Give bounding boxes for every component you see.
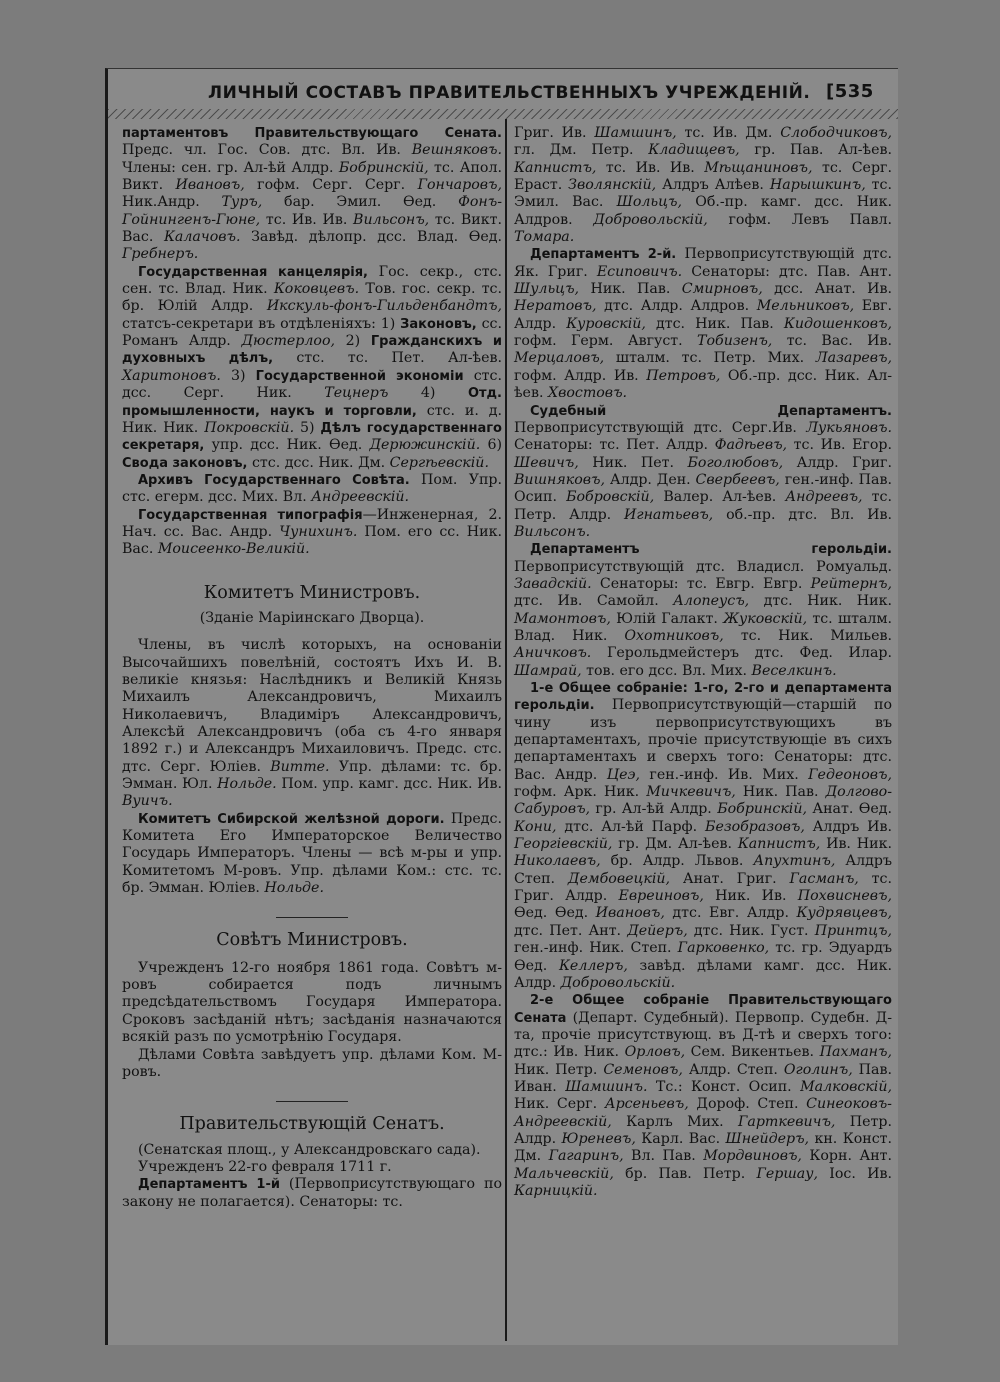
paragraph-siberian-railway: Комитетъ Сибирской желѣзной дороги. Предс. Комитета Его Императорское Величество Государь Императоръ. Члены — всѣ м-ры и упр. Комитетомъ М-ровъ. Упр. дѣлами Ком.: стс. тс. бр. Эмман. Юліев. Нольде. <box>122 810 502 897</box>
paragraph-department-1-cont: Григ. Ив. Шамшинъ, тс. Ив. Дм. Слободчиковъ, гл. Дм. Петр. Кладищевъ, гр. Пав. Ал-ѣев. Капнистъ, тс. Ив. Ив. Мѣщаниновъ, тс. Серг. Ераст. Зволянскій, Алдръ Алѣев. Нарышкинъ, тс. Эмил. Вас. Шольцъ, Об.-пр. камг. дсс. Ник. Алдров. Добровольскій, гофм. Левъ Павл. Томара. <box>514 125 893 246</box>
paragraph-council-affairs: Дѣлами Совѣта завѣдуетъ упр. дѣлами Ком. М-ровъ. <box>122 1046 502 1080</box>
page-number: [535 <box>826 81 874 102</box>
column-divider <box>505 119 507 1341</box>
paragraph-judicial-department: Судебный Департаментъ. Первоприсутствующій дтс. Серг.Ив. Лукьяновъ. Сенаторы: тс. Пет. Алдр. Фадѣевъ, тс. Ив. Егор. Шевичъ, Ник. Пет. Боголюбовъ, Алдр. Григ. Вишняковъ, Алдр. Ден. Свербеевъ, ген.-инф. Пав. Осип. Бобровскій, Валер. Ал-ѣев. Андреевъ, тс. Петр. Алдр. Игнатьевъ, об.-пр. дтс. Вл. Ив. Вильсонъ. <box>514 403 892 540</box>
paragraph-general-assembly-2: 2-е Общее собраніе Правительствующаго Сената (Департ. Судебный). Первопр. Судебн. Д-та, прочіе присутствующ. въ Д-тѣ и сверхъ того: дтс.: Ив. Ник. Орловъ, Сем. Викентьев. Пахманъ, Ник. Петр. Семеновъ, Алдр. Степ. Оголинъ, Пав. Иван. Шамшинъ. Тс.: Конст. Осип. Малковскій, Ник. Серг. Арсеньевъ, Дороф. Степ. Синеоковъ-Андреевскій, Карлъ Мих. Гарткевичъ, Петр. Алдр. Юреневъ, Карл. Вас. Шнейдеръ, кн. Конст. Дм. Гагаринъ, Вл. Пав. Мордвиновъ, Корн. Ант. Мальчевскій, бр. Пав. Петр. Гершау, Іос. Ив. Карницкій. <box>514 993 893 1199</box>
paragraph-senate-address: (Сенатская площ., у Александровскаго сада). <box>138 1141 481 1158</box>
header-ornament-rule <box>108 109 898 119</box>
section-title-council: Совѣтъ Министровъ. <box>216 930 408 951</box>
paragraph-committee-members: Члены, въ числѣ которыхъ, на основаніи Высочайшихъ повелѣній, состоятъ Ихъ И. В. великіе князья: Наслѣдникъ и Великій Князь Михаилъ Александровичъ, Михаилъ Николаевичъ, Владиміръ Александровичъ, Алексѣй Александровичъ (оба съ 4-го января 1892 г.) и Александръ Михаиловичъ. Предс. стс. дтс. Серг. Юліев. Витте. Упр. дѣлами: тс. бр. Эмман. Юл. Нольде. Пом. упр. камг. дсс. Ник. Ив. Вуичъ. <box>122 637 503 810</box>
section-title-senate: Правительствующій Сенатъ. <box>179 1114 445 1135</box>
running-header <box>108 79 898 109</box>
header-title: ЛИЧНЫЙ СОСТАВЪ ПРАВИТЕЛЬСТВЕННЫХЪ УЧРЕЖДЕНІЙ. <box>208 83 811 103</box>
section-subtitle-committee: (Зданіе Маріинскаго Дворца). <box>199 609 425 626</box>
right-column <box>514 125 892 1200</box>
paragraph-department-2: Департаментъ 2-й. Первоприсутствующій дтс. Як. Григ. Есиповичъ. Сенаторы: дтс. Пав. Ант. Шульцъ, Ник. Пав. Смирновъ, дсс. Анат. Ив. Нератовъ, дтс. Алдр. Алдров. Мельниковъ, Евг. Алдр. Куровскій, дтс. Ник. Пав. Кидошенковъ, гофм. Герм. Август. Тобизенъ, тс. Вас. Ив. Мерцаловъ, шталм. тс. Петр. Мих. Лазаревъ, гофм. Алдр. Ив. Петровъ, Об.-пр. дсс. Ник. Ал-ѣев. Хвостовъ. <box>514 246 893 402</box>
paragraph-senate-founded: Учрежденъ 22-го февраля 1711 г. <box>138 1158 392 1175</box>
paragraph-state-chancellery: Государственная канцелярія, Гос. секр., стс. сен. тс. Влад. Ник. Коковцевъ. Тов. гос. секр. тс. бр. Юлій Алдр. Икскуль-фонъ-Гильденбандтъ, статсъ-секретари въ отдѣленіяхъ: 1) Законовъ, сс. Романъ Алдр. Дюстерлоо, 2) Гражданскихъ и духовныхъ дѣлъ, стс. тс. Пет. Ал-ѣев. Харитоновъ. 3) Государственной экономіи стс. дсс. Серг. Ник. Тецнеръ 4) Отд. промышленности, наукъ и торговли, стс. и. д. Ник. Ник. Покровскій. 5) Дѣлъ государственнаго секретаря, упр. дсс. Ник. Ѳед. Дерюжинскій. 6) Свода законовъ, стс. дсс. Ник. Дм. Сергѣевскій. <box>122 263 503 471</box>
paragraph-printing-house: Государственная типографія—Инженерная, 2. Нач. сс. Вас. Андр. Чунихинъ. Пом. его сс. Ник. Вас. Моисеенко-Великій. <box>122 506 502 558</box>
left-column <box>122 125 502 1211</box>
page <box>105 68 898 1345</box>
section-title-committee: Комитетъ Министровъ. <box>203 582 421 603</box>
paragraph-archive: Архивъ Государственнаго Совѣта. Пом. Упр. стс. егерм. дсс. Мих. Вл. Андреевскій. <box>122 471 503 506</box>
paragraph-council-founded: Учрежденъ 12-го ноября 1861 года. Совѣтъ м-ровъ собирается подъ личнымъ предсѣдательствомъ Государя Императора. Сроковъ засѣданій нѣтъ; засѣданія назначаются всякій разъ по усмотрѣнію Государя. <box>122 959 502 1046</box>
paragraph-heraldry-department: Департаментъ герольдіи. Первоприсутствующій дтс. Владисл. Ромуальд. Завадскій. Сенаторы: тс. Евгр. Евгр. Рейтернъ, дтс. Ив. Самойл. Алопеусъ, дтс. Ник. Ник. Мамонтовъ, Юлій Галакт. Жуковскій, тс. шталм. Влад. Ник. Охотниковъ, тс. Ник. Мильев. Аничковъ. Герольдмейстеръ дтс. Фед. Илар. Шамрай, тов. его дсс. Вл. Мих. Веселкинъ. <box>514 542 893 679</box>
paragraph-general-assembly-1: 1-е Общее собраніе: 1-го, 2-го и департамента герольдіи. Первоприсутствующій—старшій по чину изъ первоприсутствующихъ въ департаментахъ, прочіе присутствующіе въ сихъ департаментахъ и сверхъ того: Сенаторы: дтс. Вас. Андр. Цеэ, ген.-инф. Ив. Мих. Гедеоновъ, гофм. Арк. Ник. Мичкевичъ, Ник. Пав. Долгово-Сабуровъ, гр. Ал-ѣй Алдр. Бобринскій, Анат. Ѳед. Кони, дтс. Ал-ѣй Парф. Безобразовъ, Алдръ Ив. Георгіевскій, гр. Дм. Ал-ѣев. Капнистъ, Ив. Ник. Николаевъ, бр. Алдр. Львов. Апухтинъ, Алдръ Степ. Дембовецкій, Анат. Григ. Гасманъ, тс. Григ. Алдр. Евреиновъ, Ник. Ив. Похвисневъ, Ѳед. Ѳед. Ивановъ, дтс. Евг. Алдр. Кудрявцевъ, дтс. Пет. Ант. Дейеръ, дтс. Ник. Густ. Принтцъ, ген.-инф. Ник. Степ. Гарковенко, тс. гр. Эдуардъ Ѳед. Келлеръ, завѣд. дѣлами камг. дсс. Ник. Алдр. Добровольскій. <box>514 681 893 991</box>
paragraph-departments-senate: партаментовъ Правительствующаго Сената. Предс. чл. Гос. Сов. дтс. Вл. Ив. Вешняковъ. Члены: сен. гр. Ал-ѣй Алдр. Бобринскій, тс. Апол. Викт. Ивановъ, гофм. Серг. Серг. Гончаровъ, Ник.Андр. Туръ, бар. Эмил. Ѳед. Фонъ-Гойнингенъ-Гюне, тс. Ив. Ив. Вильсонъ, тс. Викт. Вас. Калачовъ. Завѣд. дѣлопр. дсс. Влад. Ѳед. Гребнеръ. <box>122 126 502 263</box>
paragraph-department-1: Департаментъ 1-й (Первоприсутствующаго по закону не полагается). Сенаторы: тс. <box>122 1176 502 1210</box>
